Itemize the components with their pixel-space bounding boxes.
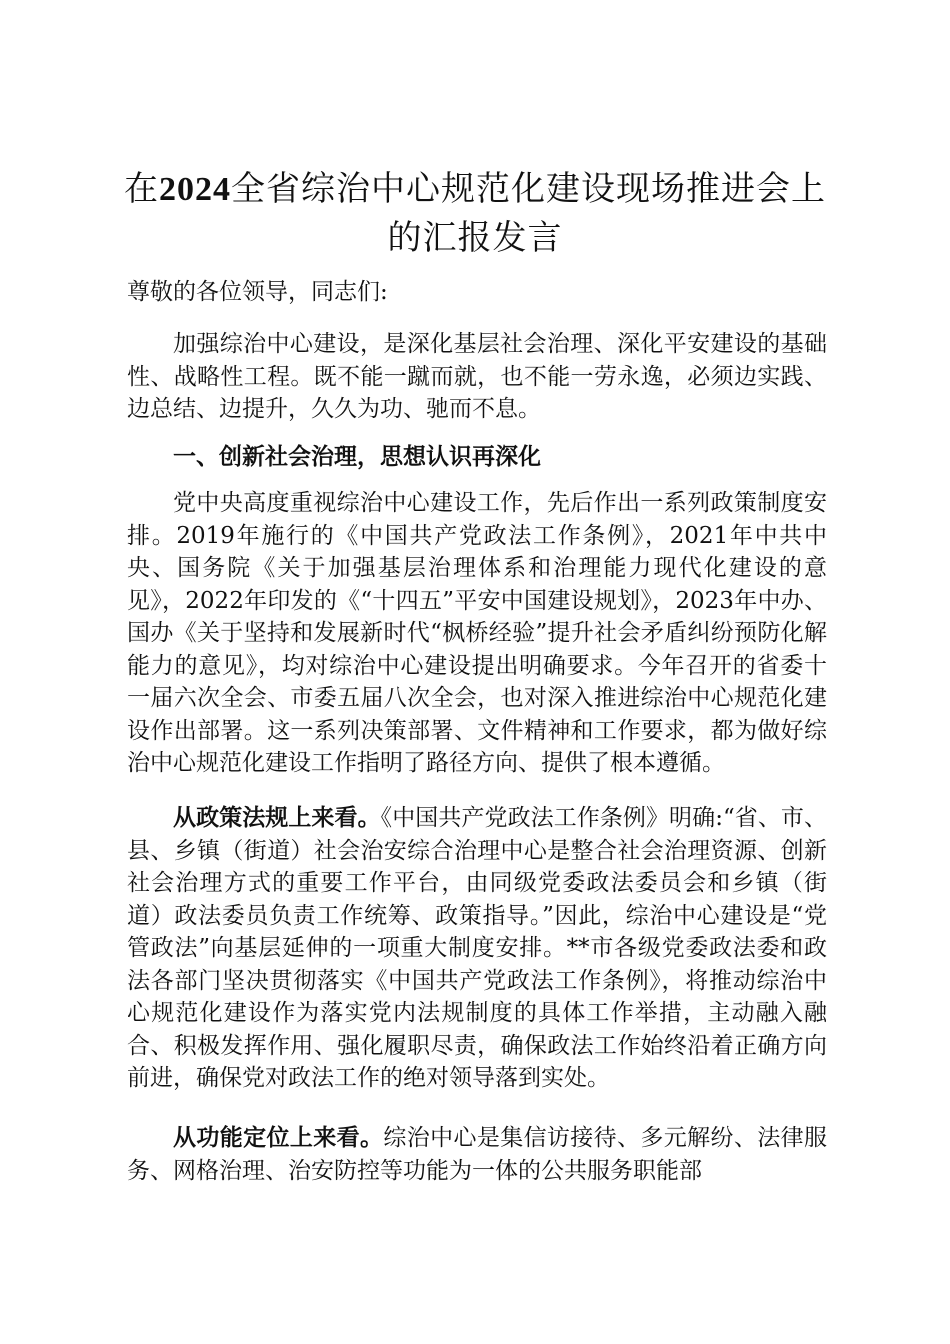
intro-paragraph: 加强综治中心建设，是深化基层社会治理、深化平安建设的基础性、战略性工程。既不能一蹴而就，也不能一劳永逸，必须边实践、边总结、边提升，久久为功、驰而不息。 <box>127 331 827 422</box>
section-heading-1: 一、创新社会治理，思想认识再深化 <box>173 443 541 470</box>
paragraph-2-lead: 从政策法规上来看。 <box>173 804 381 831</box>
document-title <box>120 165 830 262</box>
title-year: 2024 <box>159 171 231 208</box>
salutation: 尊敬的各位领导，同志们: <box>127 279 388 305</box>
title-rest: 全省综治中心规范化建设现场推进会上的汇报发言 <box>231 169 826 258</box>
paragraph-3-lead: 从功能定位上来看。 <box>173 1124 384 1151</box>
paragraph-3-body: 综治中心是集信访接待、多元解纷、法律服务、网格治理、治安防控等功能为一体的公共服务职能部 <box>127 1125 828 1184</box>
title-prefix: 在 <box>124 169 159 209</box>
paragraph-2-body: 《中国共产党政法工作条例》明确:“省、市、县、乡镇（街道）社会治安综合治理中心是整合社会治理资源、创新社会治理方式的重要工作平台，由同级党委政法委员会和乡镇（街道）政法委员负责工作统筹、政策指导。”因此，综治中心建设是“党管政法”向基层延伸的一项重大制度安排。**市各级党委政法委和政法各部门坚决贯彻落实《中国共产党政法工作条例》，将推动综治中心规范化建设作为落实党内法规制度的具体工作举措，主动融入融合、积极发挥作用、强化履职尽责，确保政法工作始终沿着正确方向前进，确保党对政法工作的绝对领导落到实处。 <box>127 805 827 1091</box>
paragraph-3 <box>127 1122 827 1187</box>
paragraph-2 <box>127 802 827 1095</box>
paragraph-1: 党中央高度重视综治中心建设工作，先后作出一系列政策制度安排。2019年施行的《中国共产党政法工作条例》，2021年中共中央、国务院《关于加强基层治理体系和治理能力现代化建设的意见》，2022年印发的《“十四五”平安中国建设规划》，2023年中办、国办《关于坚持和发展新时代“枫桥经验”提升社会矛盾纠纷预防化解能力的意见》，均对综治中心建设提出明确要求。今年召开的省委十一届六次全会、市委五届八次全会，也对深入推进综治中心规范化建设作出部署。这一系列决策部署、文件精神和工作要求，都为做好综治中心规范化建设工作指明了路径方向、提供了根本遵循。 <box>127 490 827 776</box>
